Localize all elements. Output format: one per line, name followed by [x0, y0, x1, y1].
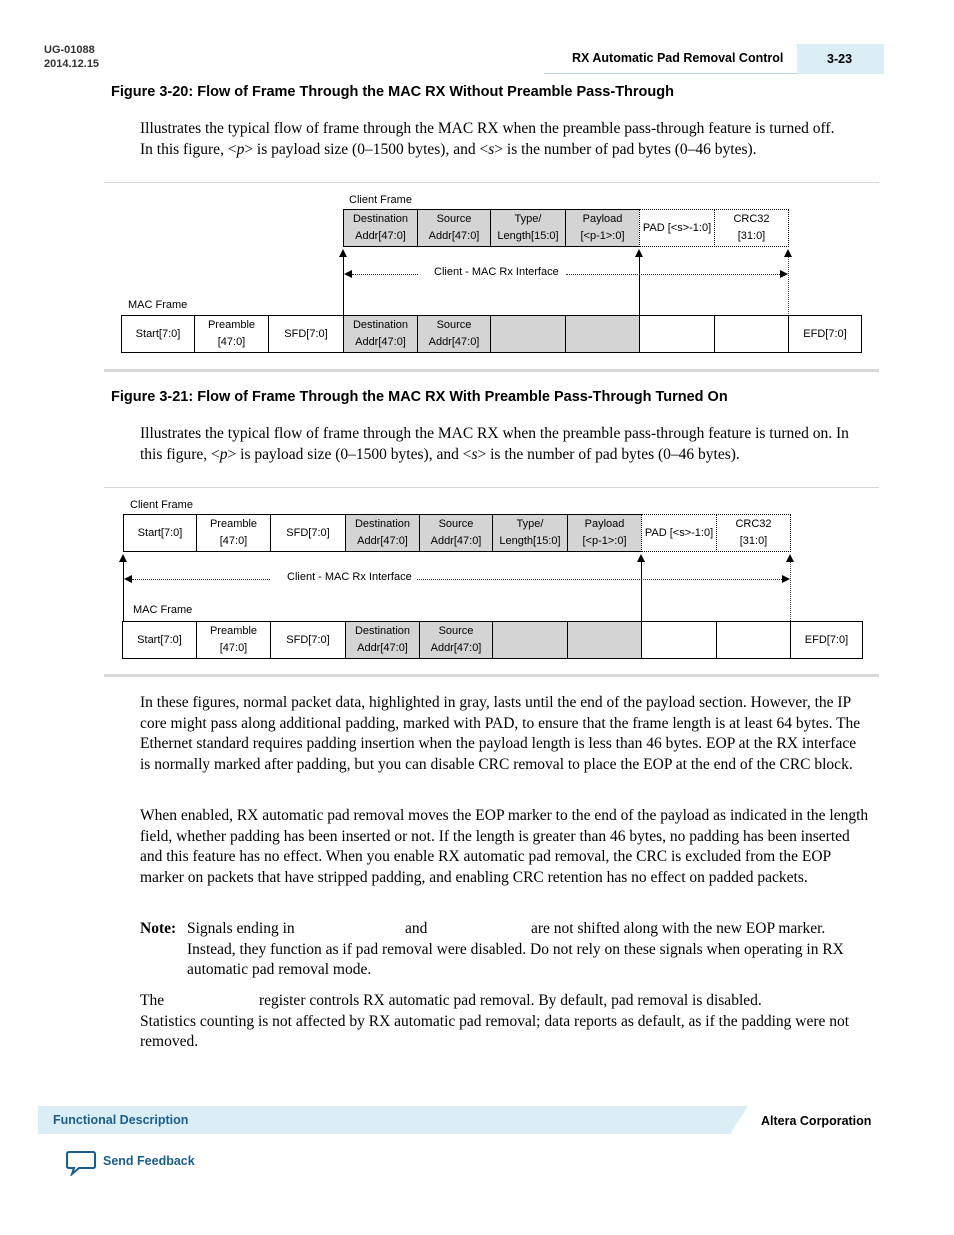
f2-client-cell-dest: Destination Addr[47:0] — [345, 514, 420, 552]
f1-client-cell-src: Source Addr[47:0] — [417, 209, 491, 247]
f2-client-cell-src: Source Addr[47:0] — [419, 514, 493, 552]
body-paragraph-3 — [140, 991, 870, 1053]
body-paragraph-2: When enabled, RX automatic pad removal moves the EOP marker to the end of the payload as indicated in the length field, whether padding has been inserted or not. If the length is greater than 46 bytes, no padding has been inserted and this feature has no effect. When you enable RX automatic pad removal, the CRC is excluded from the EOP marker on packets that have stripped padding, and enabling CRC retention has no effect on padded packets. — [140, 807, 869, 887]
figure2-desc-p: p — [219, 445, 228, 463]
f2-mac-cell-data1 — [492, 621, 568, 659]
figure2-desc-s: s — [471, 445, 478, 463]
doc-date: 2014.12.15 — [44, 58, 100, 70]
figure1-desc-pre: Illustrates the typical flow of frame through the MAC RX when the preamble pass-through feature is turned off. In this figure, < — [140, 120, 835, 158]
doc-id: UG-01088 — [44, 44, 95, 56]
f1-mac-cell-sfd: SFD[7:0] — [268, 315, 344, 353]
f2-mac-cell-dest: Destination Addr[47:0] — [345, 621, 420, 659]
figure1-mac-frame-label: MAC Frame — [128, 299, 188, 311]
figure2-desc-post: > is the number of pad bytes (0–46 bytes). — [477, 445, 740, 463]
f2-arrow-right — [782, 575, 790, 583]
body-paragraph-1: In these figures, normal packet data, highlighted in gray, lasts until the end of the payload section. However, the IP core might pass along additional padding, marked with PAD, to ensure that the frame length is at least 64 bytes. The Ethernet standard requires padding insertion when the payload length is less than 46 bytes. EOP at the RX interface is normally marked after padding, but you can disable CRC removal to place the EOP at the end of the CRC block. — [140, 694, 861, 774]
figure2-bottom-rule — [104, 674, 879, 677]
f1-client-cell-payload: Payload [<p-1>:0] — [565, 209, 640, 247]
f2-boundary-right — [790, 562, 791, 621]
f1-client-cell-dest: Destination Addr[47:0] — [343, 209, 418, 247]
f2-mac-cell-empty2 — [716, 621, 791, 659]
f2-mac-cell-efd: EFD[7:0] — [790, 621, 863, 659]
figure1-desc-p: p — [236, 140, 245, 158]
f1-interface-label: Client - MAC Rx Interface — [434, 266, 559, 278]
f2-client-cell-start: Start[7:0] — [123, 514, 197, 552]
para3-a: The — [140, 992, 165, 1009]
note-label: Note: — [140, 920, 177, 937]
figure2-client-frame-label: Client Frame — [130, 499, 193, 511]
figure1-title: Figure 3-20: Flow of Frame Through the MAC RX Without Preamble Pass-Through — [111, 84, 674, 100]
f2-arrow-left — [124, 575, 132, 583]
f2-mac-cell-data2 — [567, 621, 642, 659]
note-block — [140, 919, 870, 981]
figure1-desc-post: > is the number of pad bytes (0–46 bytes). — [494, 140, 757, 158]
note-rest: Instead, they function as if pad removal were disabled. Do not rely on these signals when operating in RX automatic pad removal mode. — [187, 940, 844, 979]
f2-boundary-mid — [641, 562, 642, 621]
f2-client-cell-crc: CRC32 [31:0] — [716, 514, 791, 552]
figure1-desc-s: s — [488, 140, 495, 158]
figure1-client-frame-label: Client Frame — [349, 194, 412, 206]
f2-mac-cell-preamble: Preamble [47:0] — [196, 621, 271, 659]
para3-b: register controls RX automatic pad removal. By default, pad removal is disabled. — [259, 992, 762, 1009]
footer-section-link[interactable]: Functional Description — [53, 1113, 189, 1127]
figure2-desc-mid: > is payload size (0–1500 bytes), and < — [227, 445, 472, 463]
para3-rest: Statistics counting is not affected by RX automatic pad removal; data reports as default, as if the padding were not removed. — [140, 1012, 850, 1051]
f2-boundary-left — [123, 562, 124, 621]
f2-arrow-up-left — [119, 554, 127, 562]
footer-company: Altera Corporation — [761, 1114, 872, 1128]
f2-interface-label: Client - MAC Rx Interface — [287, 571, 412, 583]
f2-client-cell-sfd: SFD[7:0] — [270, 514, 346, 552]
f2-mac-cell-start: Start[7:0] — [122, 621, 197, 659]
f2-mac-cell-src: Source Addr[47:0] — [419, 621, 493, 659]
f1-mac-cell-src: Source Addr[47:0] — [417, 315, 491, 353]
f2-client-cell-pad: PAD [<s>-1:0] — [641, 514, 717, 552]
send-feedback-link[interactable]: Send Feedback — [103, 1154, 195, 1168]
f2-arrow-up-right — [786, 554, 794, 562]
figure2-desc-pre: Illustrates the typical flow of frame through the MAC RX when the preamble pass-through feature is turned on. In this figure, < — [140, 425, 849, 463]
section-title: RX Automatic Pad Removal Control — [572, 51, 784, 65]
note-line1-a: Signals ending in — [187, 920, 295, 937]
f2-arrow-up-mid — [637, 554, 645, 562]
f2-client-cell-preamble: Preamble [47:0] — [196, 514, 271, 552]
f1-mac-cell-efd: EFD[7:0] — [788, 315, 862, 353]
f1-client-cell-crc: CRC32 [31:0] — [714, 209, 789, 247]
note-line1-b: and — [405, 920, 428, 937]
figure2-title: Figure 3-21: Flow of Frame Through the MAC RX With Preamble Pass-Through Turned On — [111, 389, 728, 405]
f2-client-cell-payload: Payload [<p-1>:0] — [567, 514, 642, 552]
figure2-mac-frame-label: MAC Frame — [133, 604, 193, 616]
f1-client-cell-pad: PAD [<s>-1:0] — [639, 209, 715, 247]
f1-mac-cell-start: Start[7:0] — [121, 315, 195, 353]
f2-mac-cell-empty1 — [641, 621, 717, 659]
f2-mac-cell-sfd: SFD[7:0] — [270, 621, 346, 659]
figure1-desc-mid: > is payload size (0–1500 bytes), and < — [244, 140, 489, 158]
f2-interface-line-left — [132, 579, 270, 580]
f1-mac-cell-preamble: Preamble [47:0] — [194, 315, 269, 353]
feedback-icon[interactable] — [66, 1150, 96, 1181]
f2-interface-line-right — [417, 579, 782, 580]
note-line1-c: are not shifted along with the new EOP marker. — [531, 920, 826, 937]
page-number: 3-23 — [797, 44, 884, 74]
f1-mac-cell-dest: Destination Addr[47:0] — [343, 315, 418, 353]
f1-client-cell-type: Type/ Length[15:0] — [490, 209, 566, 247]
f2-client-cell-type: Type/ Length[15:0] — [492, 514, 568, 552]
